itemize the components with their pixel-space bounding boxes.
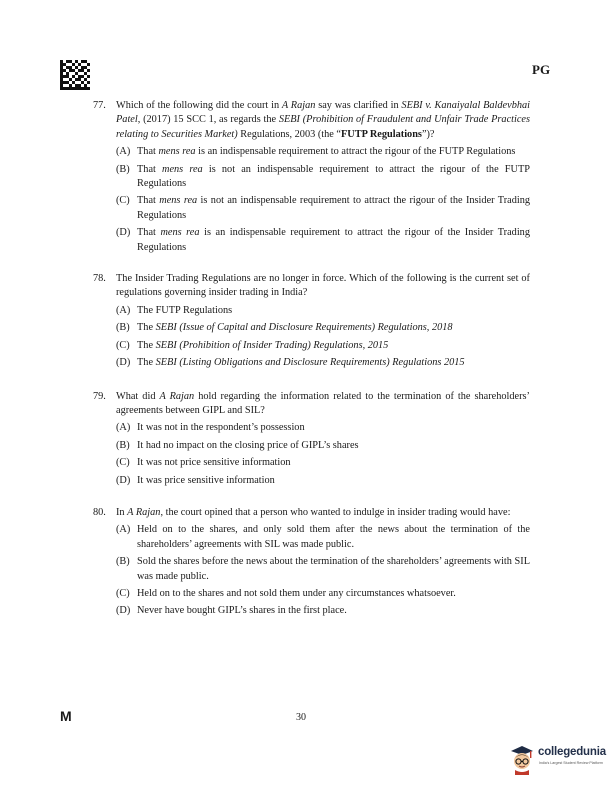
option-text-fragment: SEBI (Issue of Capital and Disclosure Requirements) Regulations, 2018 bbox=[155, 322, 453, 334]
option-text bbox=[137, 194, 530, 223]
option-text bbox=[137, 456, 530, 470]
option-text bbox=[137, 421, 530, 435]
option-text bbox=[137, 587, 530, 601]
option-text bbox=[137, 356, 530, 370]
option-label: (D) bbox=[116, 357, 131, 369]
question-text-fragment: In bbox=[116, 506, 128, 518]
answer-option-a bbox=[116, 421, 530, 435]
question-stem bbox=[93, 272, 530, 301]
option-text-fragment: It was price sensitive information bbox=[137, 474, 275, 486]
option-text bbox=[137, 226, 530, 255]
brand-name: collegedunia bbox=[538, 746, 606, 758]
page-number: 30 bbox=[296, 712, 306, 723]
option-text-fragment: That bbox=[137, 163, 163, 175]
option-text bbox=[137, 523, 530, 552]
question-text-fragment: FUTP Regulations bbox=[340, 128, 422, 140]
answer-option-c bbox=[116, 194, 530, 223]
question-number: 77. bbox=[93, 100, 106, 111]
answer-option-d bbox=[116, 474, 530, 488]
brand-tagline: India's Largest Student Review Platform bbox=[539, 761, 603, 765]
question-text-fragment: What did bbox=[116, 390, 160, 402]
option-label: (C) bbox=[116, 195, 130, 207]
question-text bbox=[116, 99, 530, 142]
option-text bbox=[137, 604, 530, 618]
question-text-fragment: , (2017) 15 SCC 1, as regards the bbox=[137, 114, 279, 126]
question-text-fragment: A Rajan bbox=[159, 390, 195, 402]
question-list bbox=[93, 99, 530, 636]
brand-watermark bbox=[508, 743, 608, 779]
option-text bbox=[137, 163, 530, 192]
answer-option-a bbox=[116, 304, 530, 318]
answer-option-a bbox=[116, 523, 530, 552]
question-text-fragment: SEBI (Prohibition of Fraudulent and Unfair Trade Practices relating to Securities Market) bbox=[116, 114, 531, 140]
option-text-fragment: SEBI (Listing Obligations and Disclosure Requirements) Regulations 2015 bbox=[155, 357, 465, 369]
option-label: (C) bbox=[116, 339, 130, 351]
option-label: (C) bbox=[116, 457, 130, 469]
option-text-fragment: is not an indispensable requirement to attract the rigour of the FUTP Regulations bbox=[137, 163, 530, 190]
option-label: (C) bbox=[116, 587, 130, 599]
option-text bbox=[137, 555, 530, 584]
question-text bbox=[116, 390, 530, 419]
graduate-mascot-icon bbox=[508, 743, 536, 775]
option-text-fragment: Sold the shares before the news about the termination of the shareholders’ agreements with SIL was made public. bbox=[137, 556, 530, 582]
question-text-fragment: ”)? bbox=[421, 128, 435, 140]
question-text-fragment: A Rajan bbox=[281, 100, 316, 111]
option-text bbox=[137, 304, 530, 318]
option-text-fragment: SEBI (Prohibition of Insider Trading) Regulations, 2015 bbox=[155, 339, 389, 351]
answer-option-b bbox=[116, 555, 530, 584]
option-text-fragment: The bbox=[137, 322, 156, 334]
option-text-fragment: mens rea bbox=[160, 227, 200, 239]
question-78 bbox=[93, 272, 530, 370]
option-text-fragment: It was not price sensitive information bbox=[137, 457, 291, 469]
answer-option-b bbox=[116, 439, 530, 453]
answer-option-c bbox=[116, 456, 530, 470]
set-code: M bbox=[60, 708, 72, 724]
question-stem bbox=[93, 506, 530, 520]
option-label: (B) bbox=[116, 163, 130, 175]
answer-option-d bbox=[116, 604, 530, 618]
question-number: 80. bbox=[93, 506, 106, 518]
option-text-fragment: That bbox=[137, 146, 159, 158]
question-79 bbox=[93, 390, 530, 488]
option-label: (A) bbox=[116, 524, 131, 536]
question-text bbox=[116, 272, 530, 301]
question-stem bbox=[93, 390, 530, 419]
option-text-fragment: is an indispensable requirement to attract the rigour of the FUTP Regulations bbox=[195, 146, 516, 158]
qr-code-icon bbox=[60, 60, 90, 90]
question-text-fragment: SEBI v. Kanaiyalal Baldevbhai Patel bbox=[116, 100, 530, 126]
option-text-fragment: The bbox=[137, 339, 156, 351]
option-text-fragment: Held on to the shares, and only sold them after the news about the termination of the shareholders’ agreements with SIL was made public. bbox=[137, 524, 530, 550]
answer-option-b bbox=[116, 321, 530, 335]
option-text-fragment: mens rea bbox=[162, 163, 203, 175]
answer-option-b bbox=[116, 163, 530, 192]
question-number: 79. bbox=[93, 390, 106, 402]
option-text-fragment: That bbox=[137, 195, 160, 207]
option-text-fragment: mens rea bbox=[159, 195, 198, 207]
option-text-fragment: is an indispensable requirement to attract the rigour of the Insider Trading Regulations bbox=[137, 227, 530, 253]
option-text bbox=[137, 145, 530, 159]
option-label: (A) bbox=[116, 422, 131, 434]
question-text-fragment: , the court opined that a person who wanted to indulge in insider trading would have: bbox=[160, 506, 511, 518]
option-label: (A) bbox=[116, 304, 131, 316]
question-text bbox=[116, 506, 530, 520]
question-text-fragment: A Rajan bbox=[127, 506, 161, 518]
question-text-fragment: hold regarding the information related to the termination of the shareholders’ agreements between GIPL and SIL? bbox=[116, 390, 530, 416]
option-text-fragment: It had no impact on the closing price of GIPL’s shares bbox=[137, 439, 359, 451]
option-label: (B) bbox=[116, 322, 130, 334]
option-text-fragment: The FUTP Regulations bbox=[137, 304, 233, 316]
option-text bbox=[137, 474, 530, 488]
option-text-fragment: Held on to the shares and not sold them under any circumstances whatsoever. bbox=[137, 587, 456, 599]
option-text-fragment: is not an indispensable requirement to attract the rigour of the Insider Trading Regulations bbox=[137, 195, 530, 221]
option-text-fragment: The bbox=[137, 357, 156, 369]
option-text bbox=[137, 339, 530, 353]
question-77 bbox=[93, 99, 530, 255]
answer-option-d bbox=[116, 356, 530, 370]
answer-option-c bbox=[116, 587, 530, 601]
option-text-fragment: mens rea bbox=[158, 146, 196, 158]
option-text bbox=[137, 321, 530, 335]
question-number: 78. bbox=[93, 273, 106, 285]
question-stem bbox=[93, 99, 530, 142]
answer-option-c bbox=[116, 339, 530, 353]
question-80 bbox=[93, 506, 530, 619]
option-text-fragment: It was not in the respondent’s possession bbox=[137, 422, 305, 434]
option-label: (B) bbox=[116, 439, 130, 451]
page-code: PG bbox=[532, 62, 551, 77]
option-text-fragment: That bbox=[137, 227, 161, 239]
option-label: (D) bbox=[116, 474, 131, 486]
question-text-fragment: Regulations, 2003 (the “ bbox=[237, 128, 341, 140]
option-label: (D) bbox=[116, 227, 131, 239]
option-text bbox=[137, 439, 530, 453]
answer-option-d bbox=[116, 226, 530, 255]
answer-option-a bbox=[116, 145, 530, 159]
option-label: (A) bbox=[116, 146, 131, 158]
option-text-fragment: Never have bought GIPL’s shares in the first place. bbox=[137, 605, 347, 617]
question-text-fragment: Which of the following did the court in bbox=[116, 100, 282, 111]
option-label: (D) bbox=[116, 605, 131, 617]
question-text-fragment: The Insider Trading Regulations are no longer in force. Which of the following is the current set of regulations governing insider trading in India? bbox=[116, 273, 530, 299]
question-text-fragment: say was clarified in bbox=[315, 100, 402, 111]
option-label: (B) bbox=[116, 556, 130, 568]
